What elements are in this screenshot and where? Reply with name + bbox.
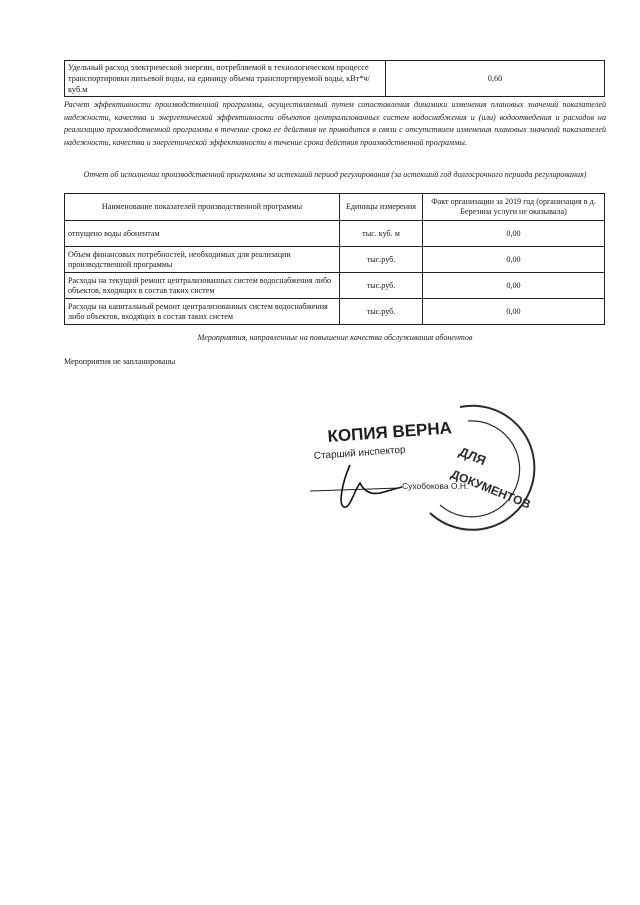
column-header-name: Наименование показателей производственной программы — [65, 194, 340, 221]
row-value: 0,00 — [423, 247, 605, 273]
table-row — [65, 221, 605, 247]
table-row — [65, 247, 605, 273]
inspector-position: Старший инспектор — [313, 444, 406, 462]
table-row — [65, 61, 605, 97]
row-value: 0,00 — [423, 221, 605, 247]
row-unit: тыс. куб. м — [340, 221, 423, 247]
table-header-row — [65, 194, 605, 221]
column-header-unit: Единицы измерения — [340, 194, 423, 221]
row-value: 0,00 — [423, 299, 605, 325]
indicator-label: Удельный расход электрической энергии, потребляемой в технологическом процессе транспортировки питьевой воды, на единицу объема транспортируемой воды, кВт*ч/ куб.м — [65, 61, 386, 97]
row-name: Объем финансовых потребностей, необходимых для реализации производственной программы — [65, 247, 340, 273]
indicator-value: 0,60 — [386, 61, 605, 97]
signature-icon — [341, 465, 402, 507]
table-row — [65, 299, 605, 325]
report-table — [64, 193, 605, 325]
measures-caption: Мероприятия, направленные на повышение качества обслуживания абонентов — [197, 333, 473, 342]
table-row — [65, 273, 605, 299]
efficiency-paragraph: Расчет эффективности производственной программы, осуществляемый путем сопоставления динамики изменения плановых значений показателей надежности, качества и энергетической эффективности объектов централизованных систем водоснабжения и (или) водоотведения и расходов на реализацию производственной программы в течение срока ее действия не приводится в связи с отсутствием изменения плановых значений показателей надежности, качества и энергетической эффективности в течение срока действия производственной программы. — [64, 100, 606, 147]
inspector-name: Сухобокова О.Н. — [402, 481, 469, 491]
column-header-fact: Факт организации за 2019 год (организация в д. Березина услуги не оказывала) — [423, 194, 605, 221]
seal-text-2: ДОКУМЕНТОВ — [448, 466, 533, 512]
seal-text-1: ДЛЯ — [456, 443, 489, 469]
certification-stamp — [290, 395, 580, 535]
report-caption: Отчет об исполнении производственной программы за истекший период регулирования (за истекший год долгосрочного периода регулирования) — [83, 170, 587, 179]
row-unit: тыс.руб. — [340, 273, 423, 299]
row-value: 0,00 — [423, 273, 605, 299]
efficiency-indicator-table — [64, 60, 605, 97]
row-name: Расходы на капитальный ремонт централизованных систем водоснабжения либо объектов, входящих в состав таких систем — [65, 299, 340, 325]
row-unit: тыс.руб. — [340, 247, 423, 273]
copy-verified-text: КОПИЯ ВЕРНА — [326, 418, 453, 446]
row-name: отпущено воды абонентам — [65, 221, 340, 247]
row-name: Расходы на текущий ремонт централизованных систем водоснабжения либо объектов, входящих в состав таких систем — [65, 273, 340, 299]
measures-note: Мероприятия не запланированы — [64, 357, 176, 366]
row-unit: тыс.руб. — [340, 299, 423, 325]
